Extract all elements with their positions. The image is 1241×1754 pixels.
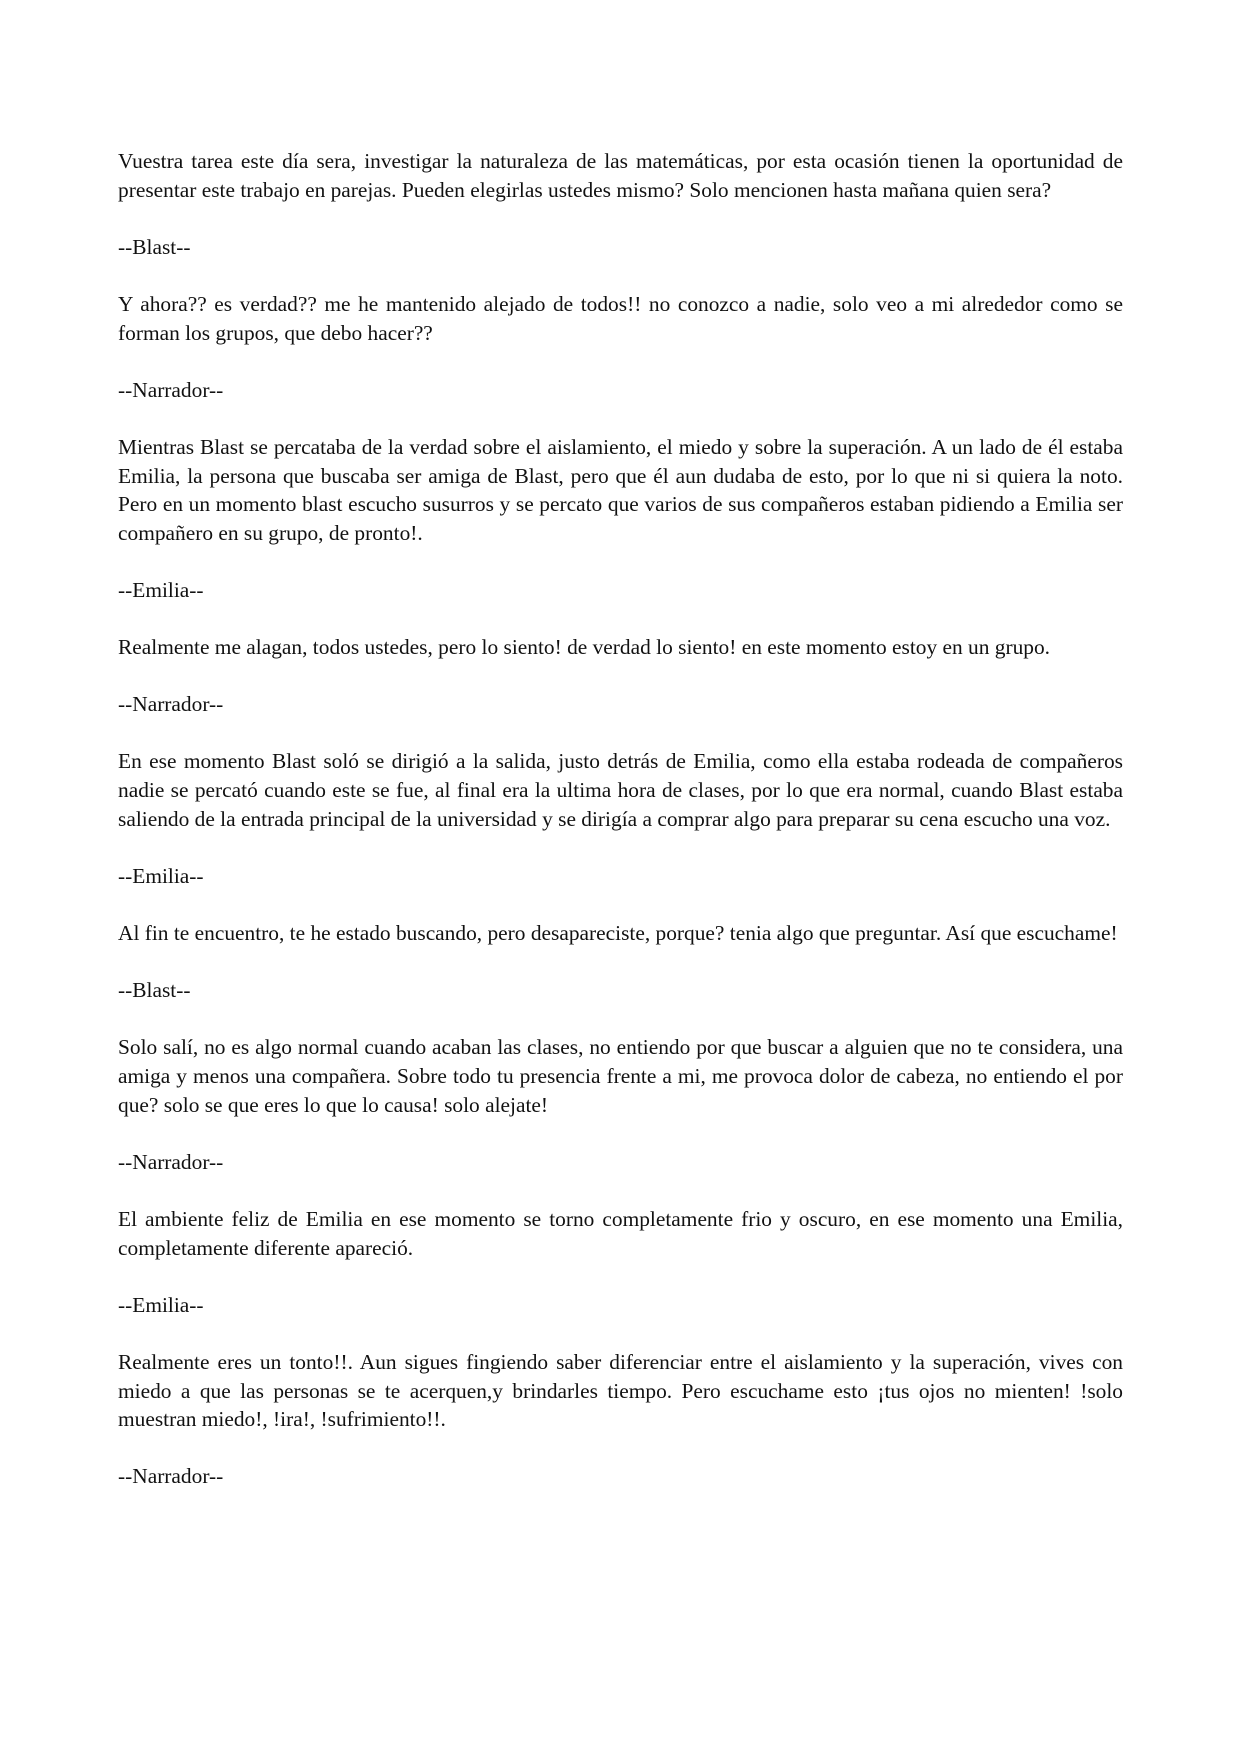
speaker-label-emilia: --Emilia-- — [118, 577, 204, 602]
paragraph-blast-thoughts: Y ahora?? es verdad?? me he mantenido alejado de todos!! no conozco a nadie, solo veo a mi alrededor como se forman los grupos, que debo hacer?? — [118, 291, 1123, 345]
speaker-label-narrador: --Narrador-- — [118, 1464, 224, 1489]
paragraph-narration-exit: En ese momento Blast soló se dirigió a la salida, justo detrás de Emilia, como ella estaba rodeada de compañeros nadie se percató cuando este se fue, al final era la ultima hora de clases, por lo que era normal, cuando Blast estaba saliendo de la entrada principal de la universidad y se dirigía a comprar algo para preparar su cena escucho una voz. — [118, 749, 1123, 831]
speaker-label-narrador: --Narrador-- — [118, 1149, 224, 1174]
speaker-label-narrador: --Narrador-- — [118, 692, 224, 717]
document-page — [118, 147, 1123, 1520]
speaker-label-blast: --Blast-- — [118, 234, 191, 259]
paragraph-emilia-apology: Realmente me alagan, todos ustedes, pero lo siento! de verdad lo siento! en este momento estoy en un grupo. — [118, 635, 1051, 660]
paragraph-task-announcement: Vuestra tarea este día sera, investigar la naturaleza de las matemáticas, por esta ocasión tienen la oportunidad de presentar este trabajo en parejas. Pueden elegirlas ustedes mismo? Solo mencionen hasta mañana quien sera? — [118, 149, 1123, 202]
paragraph-narration-change: El ambiente feliz de Emilia en ese momento se torno completamente frio y oscuro, en ese momento una Emilia, completamente diferente apareció. — [118, 1206, 1123, 1260]
speaker-label-narrador: --Narrador-- — [118, 377, 224, 402]
paragraph-narration-isolation: Mientras Blast se percataba de la verdad sobre el aislamiento, el miedo y sobre la superación. A un lado de él estaba Emilia, la persona que buscaba ser amiga de Blast, pero que él aun dudaba de esto, por lo que ni si quiera la noto. Pero en un momento blast escucho susurros y se percato que varios de sus compañeros estaban pidiendo a Emilia ser compañero en su grupo, de pronto!. — [118, 434, 1123, 545]
speaker-label-emilia: --Emilia-- — [118, 863, 204, 888]
speaker-label-blast: --Blast-- — [118, 978, 191, 1003]
paragraph-emilia-confront: Realmente eres un tonto!!. Aun sigues fingiendo saber diferenciar entre el aislamiento y la superación, vives con miedo a que las personas se te acerquen,y brindarles tiempo. Pero escuchame esto ¡tus ojos no mienten! !solo muestran miedo!, !ira!, !sufrimiento!!. — [118, 1349, 1123, 1432]
paragraph-blast-reply: Solo salí, no es algo normal cuando acaban las clases, no entiendo por que buscar a alguien que no te considera, una amiga y menos una compañera. Sobre todo tu presencia frente a mi, me provoca dolor de cabeza, no entiendo el por que? solo se que eres lo que lo causa! solo alejate! — [118, 1035, 1123, 1117]
speaker-label-emilia: --Emilia-- — [118, 1292, 204, 1317]
paragraph-emilia-found: Al fin te encuentro, te he estado buscando, pero desapareciste, porque? tenia algo que preguntar. Así que escuchame! — [118, 921, 1118, 946]
